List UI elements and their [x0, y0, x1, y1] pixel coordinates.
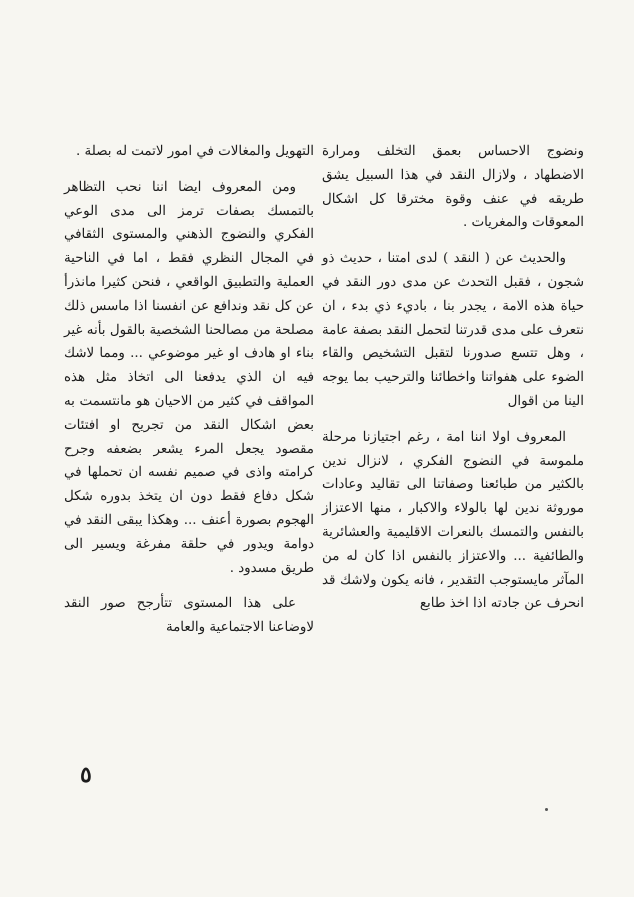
left-column [64, 140, 314, 640]
right-column [322, 140, 584, 616]
paper-speck [545, 808, 548, 811]
right-paragraph-2: والحديث عن ( النقد ) لدى امتنا ، حديث ذو شجون ، فقبل التحدث عن مدى دور النقد في حياة هذه الامة ، يجدر بنا ، باديء ذي بدء ، ان نتعرف على مدى قدرتنا لتحمل النقد بصفة عامة ، وهل تتسع صدورنا لتقبل التشخيص والقاء الضوء على هفواتنا واخطائنا والترحيب بما يوجه الينا من اقوال [322, 251, 584, 409]
left-paragraph-1: التهويل والمغالات في امور لاتمت له بصلة . [76, 144, 314, 159]
left-paragraph-3: على هذا المستوى تتأرجح صور النقد لاوضاعنا الاجتماعية والعامة [64, 596, 314, 636]
left-paragraph-2: ومن المعروف ايضا اننا نحب التظاهر بالتمسك بصفات ترمز الى مدى الوعي الفكري والنضوج الذهني والمستوى الثقافي في المجال النظري فقط ، اما في الناحية العملية والتطبيق الواقعي ، فنحن كثيرا مانذرأ عن كل نقد وندافع عن انفسنا اذا ماسس ذلك مصلحة من مصالحنا الشخصية بالقول بأنه غير بناء او هادف او غير موضوعي ... ومما لاشك فيه ان الذي يدفعنا الى اتخاذ مثل هذه المواقف في كثير من الاحيان هو مانتسمت به بعض اشكال النقد من تجريح او افتئات مقصود يجعل المرء يشعر بضعفه وجرح كرامته واذى في صميم نفسه ان تحملها في شكل دفاع فقط دون ان يتخذ بدوره شكل الهجوم بصورة أعنف ... وهكذا يبقى النقد في دوامة ويدور في حلقة مفرغة ويسير الى طريق مسدود . [64, 179, 314, 576]
page-number: ٥ [80, 762, 92, 788]
right-paragraph-3: المعروف اولا اننا امة ، رغم اجتيازنا مرحلة ملموسة في النضوج الفكري ، لانزال ندين بالكثير من طبائعنا وصفاتنا الى تقاليد وعادات موروثة ندين لها بالولاء والاكبار ، منها الاعتزاز بالنفس والتمسك بالنعرات الاقليمية والعشائرية والطائفية ... والاعتزاز بالنفس اذا كان له من المآثر مايستوجب التقدير ، فانه يكون ولاشك قد انحرف عن جادته اذا اخذ طابع [322, 429, 584, 612]
right-paragraph-1: ونضوج الاحساس بعمق التخلف ومرارة الاضطهاد ، ولازال النقد في هذا السبيل يشق طريقه في عنف وقوة مخترقا كل اشكال المعوقات والمغريات . [322, 144, 584, 231]
